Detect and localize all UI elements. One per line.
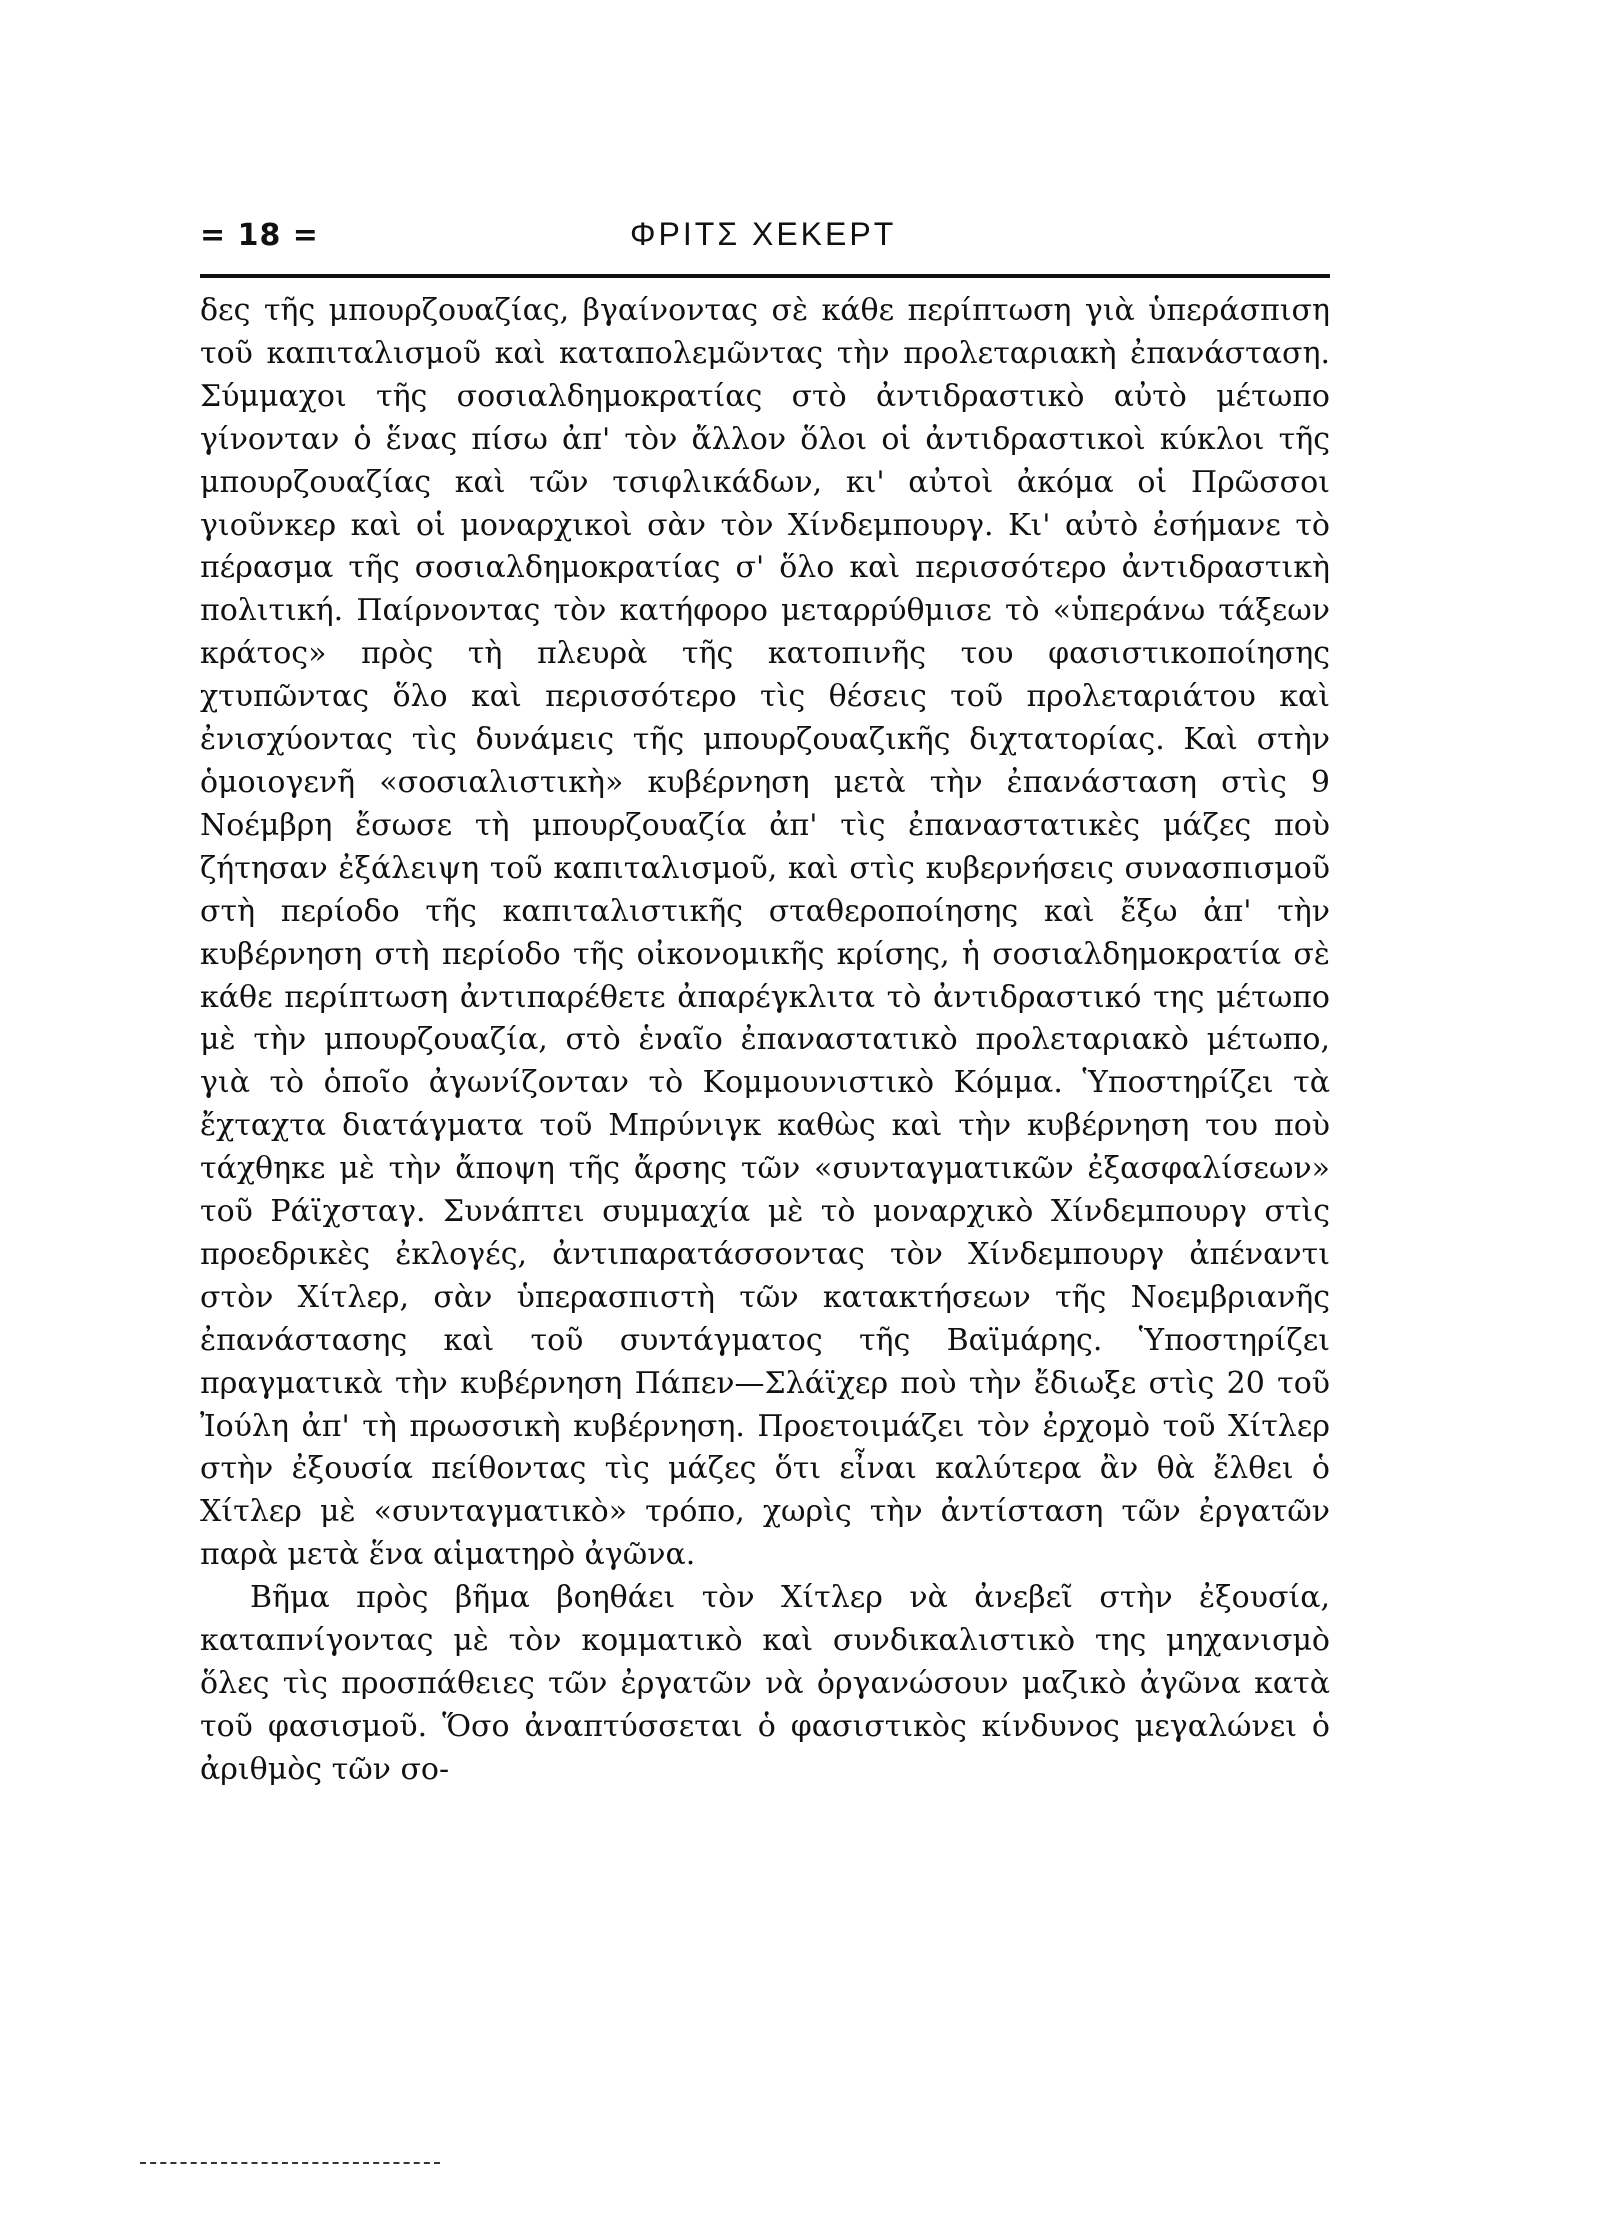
header-rule	[200, 274, 1330, 278]
paragraph-2: Βῆμα πρὸς βῆμα βοηθάει τὸν Χίτλερ νὰ ἀνεβεῖ στὴν ἐξουσία, καταπνίγοντας μὲ τὸν κομματικὸ καὶ συνδικαλιστικὸ της μηχανισμὸ ὅλες τὶς προσπάθειες τῶν ἐργατῶν νὰ ὀργανώσουν μαζικὸ ἀγῶνα κατὰ τοῦ φασισμοῦ. Ὅσο ἀναπτύσσεται ὁ φασιστικὸς κίνδυνος μεγαλώνει ὁ ἀριθμὸς τῶν σο-	[200, 1580, 1330, 1787]
running-head: ΦΡΙΤΣ ΧΕΚΕΡΤ	[630, 216, 897, 252]
page-header	[200, 210, 1330, 270]
body-text	[200, 290, 1330, 1792]
footer-rule	[140, 2162, 440, 2164]
page-number: = 18 =	[200, 218, 319, 253]
paragraph-1: δες τῆς μπουρζουαζίας, βγαίνοντας σὲ κάθε περίπτωση γιὰ ὑπεράσπιση τοῦ καπιταλισμοῦ καὶ καταπολεμῶντας τὴν προλεταριακὴ ἐπανάσταση. Σύμμαχοι τῆς σοσιαλδημοκρατίας στὸ ἀντιδραστικὸ αὐτὸ μέτωπο γίνονταν ὁ ἕνας πίσω ἀπ' τὸν ἄλλον ὅλοι οἱ ἀντιδραστικοὶ κύκλοι τῆς μπουρζουαζίας καὶ τῶν τσιφλικάδων, κι' αὐτοὶ ἀκόμα οἱ Πρῶσσοι γιοῦνκερ καὶ οἱ μοναρχικοὶ σὰν τὸν Χίνδεμπουργ. Κι' αὐτὸ ἐσήμανε τὸ πέρασμα τῆς σοσιαλδημοκρατίας σ' ὅλο καὶ περισσότερο ἀντιδραστικὴ πολιτική. Παίρνοντας τὸν κατήφορο μεταρρύθμισε τὸ «ὑπεράνω τάξεων κράτος» πρὸς τὴ πλευρὰ τῆς κατοπινῆς του φασιστικοποίησης χτυπῶντας ὅλο καὶ περισσότερο τὶς θέσεις τοῦ προλεταριάτου καὶ ἐνισχύοντας τὶς δυνάμεις τῆς μπουρζουαζικῆς διχτατορίας. Καὶ στὴν ὁμοιογενῆ «σοσιαλιστικὴ» κυβέρνηση μετὰ τὴν ἐπανάσταση στὶς 9 Νοέμβρη ἔσωσε τὴ μπουρζουαζία ἀπ' τὶς ἐπαναστατικὲς μάζες ποὺ ζήτησαν ἐξάλειψη τοῦ καπιταλισμοῦ, καὶ στὶς κυβερνήσεις συνασπισμοῦ στὴ περίοδο τῆς καπιταλιστικῆς σταθεροποίησης καὶ ἔξω ἀπ' τὴν κυβέρνηση στὴ περίοδο τῆς οἰκονομικῆς κρίσης, ἡ σοσιαλδημοκρατία σὲ κάθε περίπτωση ἀντιπαρέθετε ἀπαρέγκλιτα τὸ ἀντιδραστικό της μέτωπο μὲ τὴν μπουρζουαζία, στὸ ἑναῖο ἐπαναστατικὸ προλεταριακὸ μέτωπο, γιὰ τὸ ὁποῖο ἀγωνίζονταν τὸ Κομμουνιστικὸ Κόμμα. Ὑποστηρίζει τὰ ἔχταχτα διατάγματα τοῦ Μπρύνιγκ καθὼς καὶ τὴν κυβέρνηση του ποὺ τάχθηκε μὲ τὴν ἄποψη τῆς ἄρσης τῶν «συνταγματικῶν ἐξασφαλίσεων» τοῦ Ράϊχσταγ. Συνάπτει συμμαχία μὲ τὸ μοναρχικὸ Χίνδεμπουργ στὶς προεδρικὲς ἐκλογές, ἀντιπαρατάσσοντας τὸν Χίνδεμπουργ ἀπέναντι στὸν Χίτλερ, σὰν ὑπερασπιστὴ τῶν κατακτήσεων τῆς Νοεμβριανῆς ἐπανάστασης καὶ τοῦ συντάγματος τῆς Βαϊμάρης. Ὑποστηρίζει πραγματικὰ τὴν κυβέρνηση Πάπεν—Σλάϊχερ ποὺ τὴν ἔδιωξε στὶς 20 τοῦ Ἰούλη ἀπ' τὴ πρωσσικὴ κυβέρνηση. Προετοιμάζει τὸν ἐρχομὸ τοῦ Χίτλερ στὴν ἐξουσία πείθοντας τὶς μάζες ὅτι εἶναι καλύτερα ἂν θὰ ἔλθει ὁ Χίτλερ μὲ «συνταγματικὸ» τρόπο, χωρὶς τὴν ἀντίσταση τῶν ἐργατῶν παρὰ μετὰ ἕνα αἱματηρὸ ἀγῶνα.	[200, 293, 1330, 1573]
